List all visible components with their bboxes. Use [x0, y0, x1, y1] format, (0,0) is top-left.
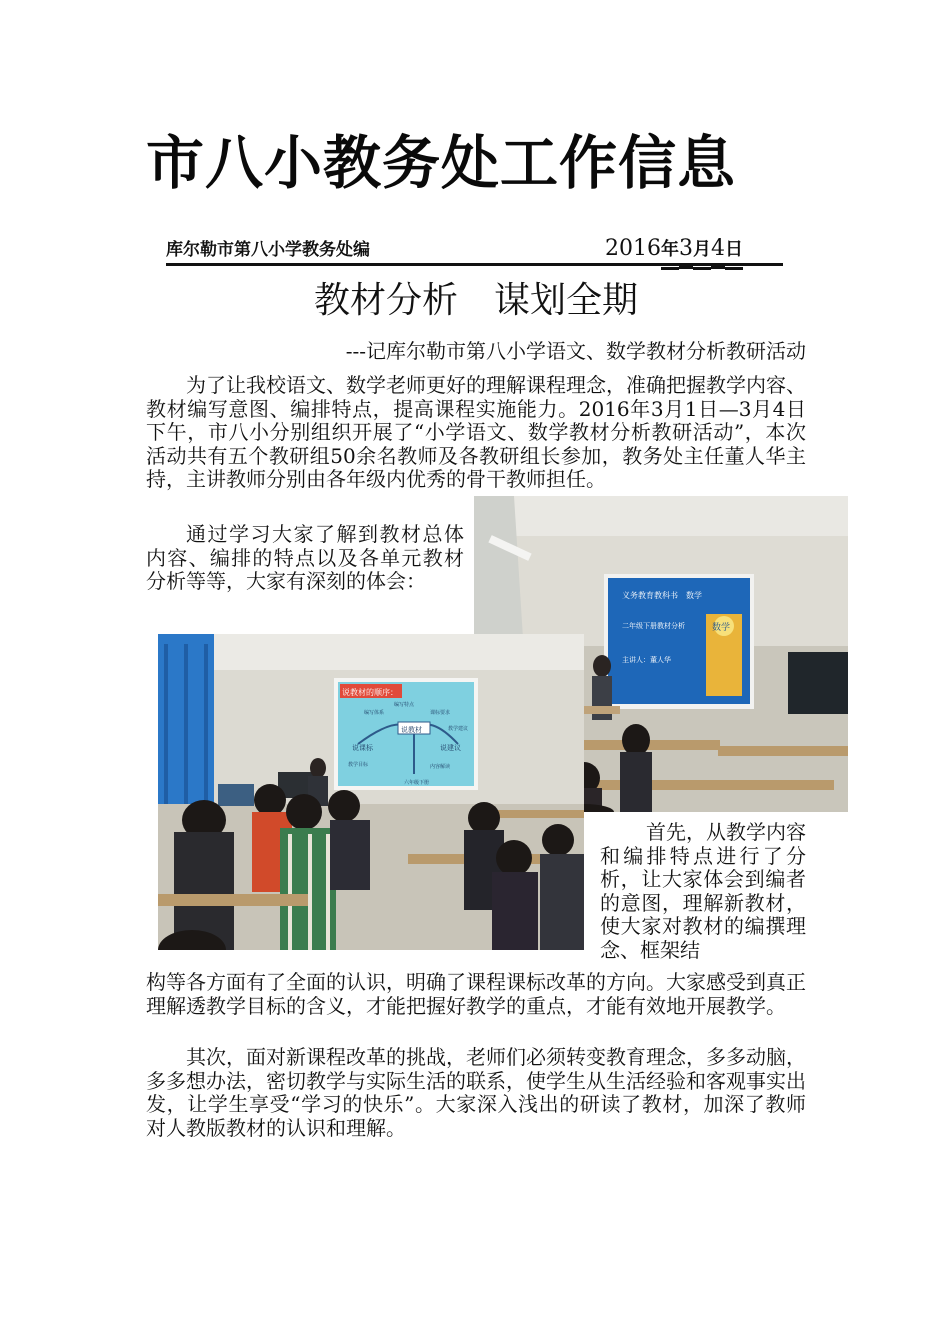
paragraph-learning: 通过学习大家了解到教材总体内容、编排的特点以及各单元教材分析等等，大家有深刻的体会：	[146, 522, 464, 593]
book-label: 数学	[712, 623, 731, 633]
slide-line-2: 二年级下册教材分析	[622, 622, 685, 630]
header-rule	[166, 263, 783, 266]
slide-line-1: 义务教育教科书 数学	[622, 591, 702, 600]
node-right: 说建议	[440, 744, 461, 752]
node-bottom: 六年级下册	[404, 780, 430, 786]
leaf-6: 教学建议	[448, 726, 469, 732]
leaf-4: 课标要求	[430, 710, 451, 716]
paragraph-first-point-continued: 构等各方面有了全面的认识，明确了课程课标改革的方向。大家感受到真正理解透教学目标的含义，才能把握好教学的重点，才能有效地开展教学。	[146, 970, 806, 1018]
date-day-unit: 日	[725, 233, 743, 270]
node-center: 说教材	[401, 726, 422, 734]
article-subtitle: ---记库尔勒市第八小学语文、数学教材分析教研活动	[345, 339, 806, 363]
slide-heading: 说教材的顺序：	[342, 688, 398, 697]
date-year-unit: 年	[661, 233, 679, 270]
masthead-title: 市八小教务处工作信息	[146, 129, 737, 197]
date-month: 3	[679, 232, 693, 269]
paragraph-second-point: 其次，面对新课程改革的挑战，老师们必须转变教育理念，多多动脑，多多想办法，密切教学与实际生活的联系，使学生从生活经验和客观事实出发，让学生享受“学习的快乐”。大家深入浅出的研读了教材，加深了教师对人教版教材的认识和理解。	[146, 1045, 806, 1140]
date-day: 4	[711, 232, 725, 269]
paragraph-intro: 为了让我校语文、数学老师更好的理解课程理念，准确把握教学内容、教材编写意图、编排特点，提高课程实施能力。2016年3月1日—3月4日下午，市八小分别组织开展了“小学语文、数学教材分析教研活动”，本次活动共有五个教研组50余名教师及各教研组长参加，教务处主任董人华主持，主讲教师分别由各年级内优秀的骨干教师担任。	[146, 373, 806, 491]
date-year: 2016	[605, 236, 661, 261]
paragraph-first-point: 首先，从教学内容和编排特点进行了分析，让大家体会到编者的意图，理解新教材，使大家对教材的编撰理念、框架结	[600, 820, 806, 962]
leaf-2: 编写特点	[394, 702, 415, 708]
leaf-1: 编写体系	[364, 710, 385, 716]
leaf-3: 教学目标	[348, 762, 369, 768]
article-headline: 教材分析 谋划全期	[313, 280, 638, 321]
photo-chinese-session	[158, 634, 584, 950]
node-left: 说课标	[352, 744, 373, 752]
leaf-5: 内容解读	[430, 764, 451, 770]
date-month-unit: 月	[693, 233, 711, 270]
issuer-line: 库尔勒市第八小学教务处编	[166, 240, 370, 260]
slide-line-3: 主讲人：董人华	[622, 656, 671, 664]
